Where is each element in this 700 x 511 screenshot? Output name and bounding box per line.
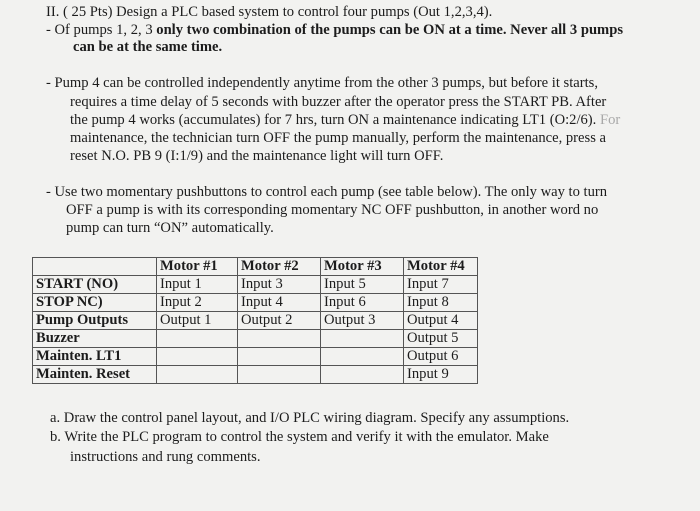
table-cell bbox=[238, 348, 321, 366]
requirement-2-line-2: requires a time delay of 5 seconds with buzzer after the operator press the START PB. After bbox=[70, 94, 607, 110]
task-b-line-2: instructions and rung comments. bbox=[70, 449, 261, 465]
task-a: a. Draw the control panel layout, and I/O PLC wiring diagram. Specify any assumptions. bbox=[50, 410, 570, 426]
table-cell bbox=[321, 366, 404, 384]
table-row-label: Buzzer bbox=[33, 330, 157, 348]
table-row-label: STOP NC) bbox=[33, 294, 157, 312]
table-cell: Output 1 bbox=[157, 312, 238, 330]
task-b-line-1: b. Write the PLC program to control the system and verify it with the emulator. Make bbox=[50, 429, 549, 445]
table-cell bbox=[157, 330, 238, 348]
table-cell bbox=[157, 366, 238, 384]
requirement-1-emphasis: only two combination of the pumps can be ON at a time. Never all 3 pumps bbox=[156, 22, 624, 38]
requirement-2-line-1: - Pump 4 can be controlled independently anytime from the other 3 pumps, but before it starts, bbox=[46, 75, 598, 91]
table-header-row bbox=[33, 258, 478, 276]
table-header-cell: Motor #4 bbox=[404, 258, 478, 276]
requirement-1-line-2: can be at the same time. bbox=[73, 39, 223, 55]
table-cell: Input 3 bbox=[238, 276, 321, 294]
table-row-label: Mainten. Reset bbox=[33, 366, 157, 384]
table-cell: Input 9 bbox=[404, 366, 478, 384]
requirement-2-line-3 bbox=[70, 111, 620, 129]
table-row-label: START (NO) bbox=[33, 276, 157, 294]
table-cell: Input 8 bbox=[404, 294, 478, 312]
table-cell: Output 4 bbox=[404, 312, 478, 330]
requirement-3-line-1: - Use two momentary pushbuttons to control each pump (see table below). The only way to turn bbox=[46, 184, 608, 200]
table-header-cell: Motor #3 bbox=[321, 258, 404, 276]
pump-io-table bbox=[32, 257, 478, 384]
table-row bbox=[33, 276, 478, 294]
table-cell bbox=[238, 366, 321, 384]
table-cell: Input 1 bbox=[157, 276, 238, 294]
table-header-cell: Motor #1 bbox=[157, 258, 238, 276]
requirement-2-line-4: maintenance, the technician turn OFF the pump manually, perform the maintenance, press a bbox=[70, 130, 607, 146]
table-cell bbox=[157, 348, 238, 366]
table-cell: Output 2 bbox=[238, 312, 321, 330]
requirement-2-line-5: reset N.O. PB 9 (I:1/9) and the maintenance light will turn OFF. bbox=[70, 148, 444, 164]
problem-title: II. ( 25 Pts) Design a PLC based system to control four pumps (Out 1,2,3,4). bbox=[46, 4, 493, 20]
table-cell: Output 3 bbox=[321, 312, 404, 330]
table-cell bbox=[321, 330, 404, 348]
table-row bbox=[33, 330, 478, 348]
table-cell: Input 4 bbox=[238, 294, 321, 312]
table-cell: Input 6 bbox=[321, 294, 404, 312]
table-cell: Output 5 bbox=[404, 330, 478, 348]
table-cell bbox=[238, 330, 321, 348]
table-row bbox=[33, 366, 478, 384]
table-cell: Input 5 bbox=[321, 276, 404, 294]
requirement-1-intro: - Of pumps 1, 2, 3 bbox=[46, 22, 157, 38]
table-cell: Output 6 bbox=[404, 348, 478, 366]
requirement-3-line-3: pump can turn “ON” automatically. bbox=[66, 220, 274, 236]
table-header-cell bbox=[33, 258, 157, 276]
table-cell: Input 2 bbox=[157, 294, 238, 312]
requirement-1-line-1 bbox=[46, 21, 623, 39]
table-cell bbox=[321, 348, 404, 366]
table-row-label: Pump Outputs bbox=[33, 312, 157, 330]
table-row-label: Mainten. LT1 bbox=[33, 348, 157, 366]
table-row bbox=[33, 312, 478, 330]
requirement-2-line-3-text: the pump 4 works (accumulates) for 7 hrs, turn ON a maintenance indicating LT1 (O:2/6). bbox=[70, 112, 597, 128]
table-header-cell: Motor #2 bbox=[238, 258, 321, 276]
requirement-3-line-2: OFF a pump is with its corresponding momentary NC OFF pushbutton, in another word no bbox=[66, 202, 599, 218]
table-row bbox=[33, 294, 478, 312]
table-row bbox=[33, 348, 478, 366]
requirement-2-line-3-faded: For bbox=[596, 112, 621, 128]
table-cell: Input 7 bbox=[404, 276, 478, 294]
